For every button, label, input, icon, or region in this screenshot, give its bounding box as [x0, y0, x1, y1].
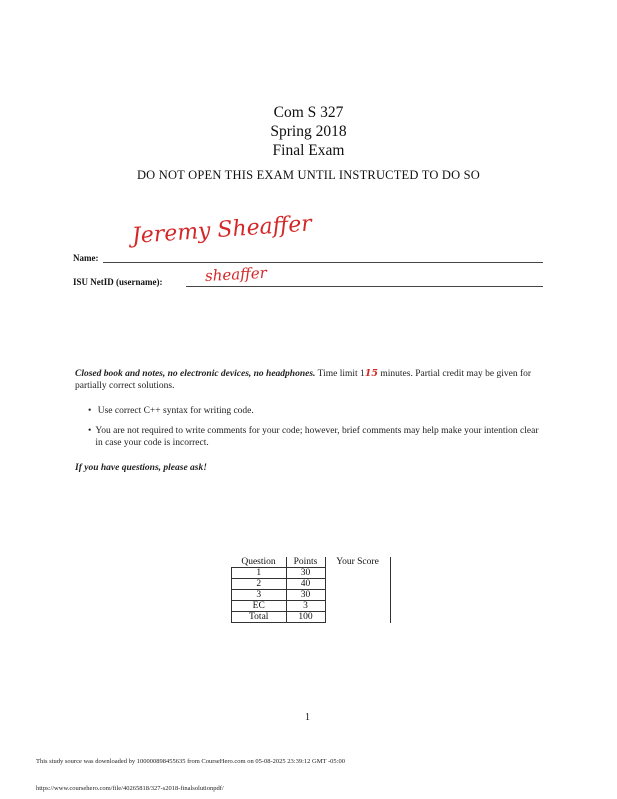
- table-row: [232, 601, 391, 612]
- bullet-item: [88, 425, 548, 449]
- question-cell: 1: [232, 568, 287, 579]
- question-cell: Total: [232, 612, 287, 623]
- netid-underline: [186, 286, 543, 287]
- score-cell: [325, 612, 390, 623]
- bullet-item: [88, 405, 548, 417]
- name-label: Name:: [73, 253, 99, 263]
- do-not-open-banner: DO NOT OPEN THIS EXAM UNTIL INSTRUCTED TO DO SO: [136, 168, 481, 182]
- questions-note: If you have questions, please ask!: [75, 463, 207, 473]
- handwritten-name: Jeremy Sheaffer: [131, 211, 313, 249]
- instructions-paragraph: [75, 368, 550, 392]
- bullet-text: Use correct C++ syntax for writing code.: [97, 406, 254, 416]
- name-underline: [103, 262, 543, 263]
- column-header-your-score: Your Score: [325, 557, 390, 568]
- term-title: Spring 2018: [270, 123, 347, 140]
- table-row: [232, 590, 391, 601]
- points-cell: 3: [286, 601, 325, 612]
- points-cell: 40: [286, 579, 325, 590]
- download-notice: This study source was downloaded by 100000898455635 from CourseHero.com on 05-08-2025 23:39:12 GMT -05:00: [36, 758, 345, 765]
- bullet-text: You are not required to write comments for your code; however, brief comments may help make your intention clear in case your code is incorrect.: [95, 426, 539, 448]
- points-cell: 30: [286, 590, 325, 601]
- score-table-header-row: [232, 557, 391, 568]
- question-cell: EC: [232, 601, 287, 612]
- question-cell: 2: [232, 579, 287, 590]
- score-cell: [325, 590, 390, 601]
- points-cell: 30: [286, 568, 325, 579]
- course-title: Com S 327: [273, 104, 344, 121]
- time-limit-suffix: minutes. Partial credit may be given for partially correct solutions.: [75, 369, 532, 391]
- bullet-dot-icon: •: [88, 426, 92, 436]
- bullet-dot-icon: •: [88, 406, 92, 416]
- question-cell: 3: [232, 590, 287, 601]
- source-url[interactable]: https://www.coursehero.com/file/40265818/327-s2018-finalsolutionpdf/: [36, 785, 224, 792]
- score-cell: [325, 601, 390, 612]
- table-row: [232, 568, 391, 579]
- table-row: [232, 579, 391, 590]
- page-number: 1: [305, 712, 310, 723]
- score-cell: [325, 568, 390, 579]
- score-cell: [325, 579, 390, 590]
- column-header-question: Question: [232, 557, 287, 568]
- time-limit-mark: 15: [364, 368, 379, 379]
- time-limit-prefix: Time limit 1: [315, 369, 365, 379]
- netid-label: ISU NetID (username):: [73, 277, 163, 287]
- table-row: [232, 612, 391, 623]
- score-table: [231, 557, 391, 623]
- handwritten-netid: sheaffer: [204, 263, 268, 285]
- exam-title: Final Exam: [272, 142, 345, 159]
- column-header-points: Points: [286, 557, 325, 568]
- instructions-emphasis: Closed book and notes, no electronic devices, no headphones.: [75, 369, 316, 379]
- points-cell: 100: [286, 612, 325, 623]
